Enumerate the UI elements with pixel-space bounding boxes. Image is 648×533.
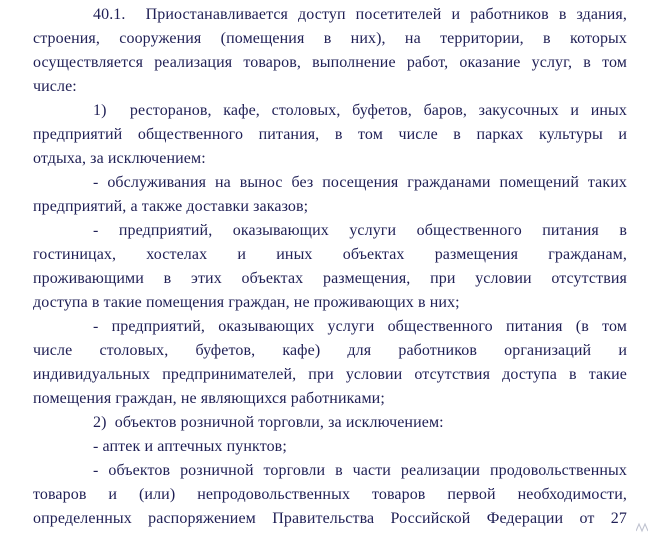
- text-line: - обслуживания на вынос без посещения гражданами помещений таких: [93, 174, 627, 191]
- text-line: числе:: [33, 78, 77, 95]
- paragraph-5: [33, 315, 627, 411]
- paragraph-7: [33, 435, 627, 459]
- text-line: - объектов розничной торговли в части реализации продовольственных: [93, 462, 627, 479]
- text-line: - предприятий, оказывающих услуги общественного питания (в том: [93, 318, 627, 335]
- paragraph-6: [33, 411, 627, 435]
- text-line: числе столовых, буфетов, кафе) для работников организаций и: [33, 342, 627, 359]
- paragraph-4: [33, 219, 627, 315]
- document-text-block: [33, 3, 627, 531]
- artifact-zigzag: [636, 524, 648, 531]
- text-line: предприятий общественного питания, в том числе в парках культуры и: [33, 126, 627, 143]
- text-line: отдыха, за исключением:: [33, 150, 206, 167]
- text-line: строения, сооружения (помещения в них), на территории, в которых: [33, 30, 627, 47]
- paragraph-2: [33, 99, 627, 171]
- text-line: помещения граждан, не являющихся работниками;: [33, 390, 385, 407]
- text-line: 1) ресторанов, кафе, столовых, буфетов, баров, закусочных и иных: [93, 102, 627, 119]
- text-line: - предприятий, оказывающих услуги общественного питания в: [93, 222, 627, 239]
- text-line: индивидуальных предпринимателей, при условии отсутствия доступа в такие: [33, 366, 627, 383]
- text-line: 2) объектов розничной торговли, за исключением:: [93, 414, 444, 431]
- text-line: товаров и (или) непродовольственных товаров первой необходимости,: [33, 486, 627, 503]
- text-line: проживающими в этих объектах размещения, при условии отсутствия: [33, 270, 627, 287]
- text-line: предприятий, а также доставки заказов;: [33, 198, 309, 215]
- text-line: осуществляется реализация товаров, выполнение работ, оказание услуг, в том: [33, 54, 627, 71]
- paragraph-1: [33, 3, 627, 99]
- text-line: определенных распоряжением Правительства Российской Федерации от 27: [33, 510, 627, 527]
- paragraph-3: [33, 171, 627, 219]
- text-line: доступа в такие помещения граждан, не проживающих в них;: [33, 294, 460, 311]
- paragraph-8: [33, 459, 627, 531]
- corner-artifact-mark: [636, 521, 648, 533]
- text-line: 40.1. Приостанавливается доступ посетителей и работников в здания,: [93, 6, 627, 23]
- text-line: - аптек и аптечных пунктов;: [93, 438, 287, 455]
- text-line: гостиницах, хостелах и иных объектах размещения гражданам,: [33, 246, 627, 263]
